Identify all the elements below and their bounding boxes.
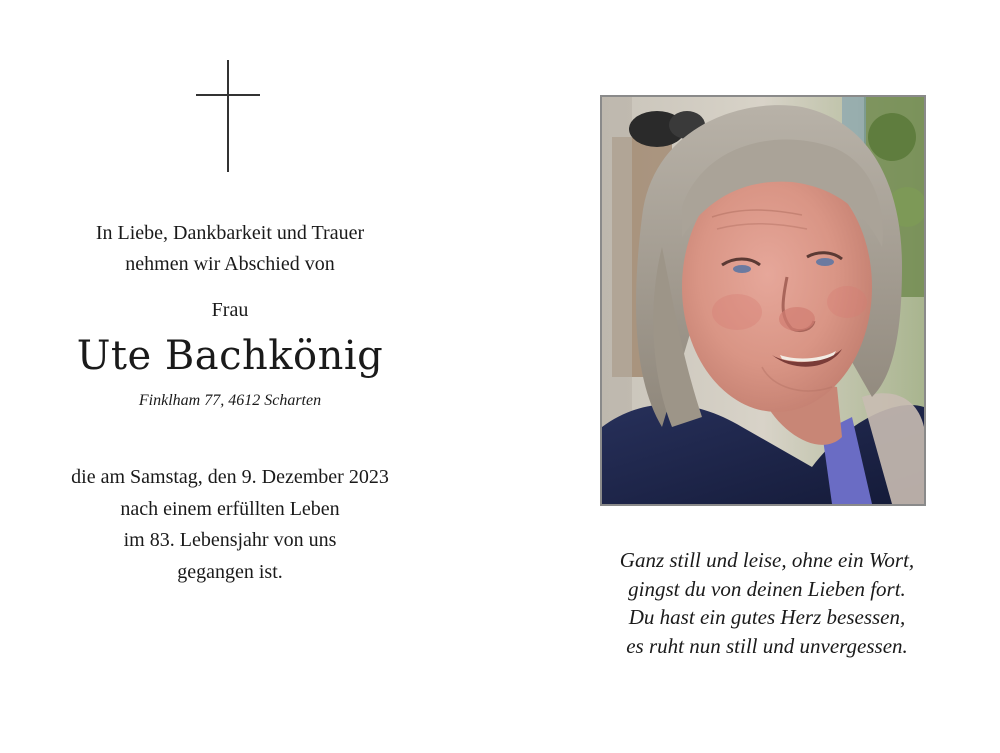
death-notice <box>30 462 430 588</box>
intro-line: nehmen wir Abschied von <box>125 253 335 275</box>
poem-line: es ruht nun still und unvergessen. <box>626 633 908 658</box>
portrait-photo <box>600 95 926 506</box>
death-notice-line: gegangen ist. <box>177 560 283 583</box>
intro-line: In Liebe, Dankbarkeit und Trauer <box>95 222 365 244</box>
poem-line: Ganz still und leise, ohne ein Wort, <box>619 548 915 572</box>
deceased-name: Ute Bachkönig <box>76 333 384 379</box>
deceased-title: Frau <box>211 299 249 321</box>
death-notice-line: die am Samstag, den 9. Dezember 2023 <box>71 466 389 488</box>
intro-text <box>30 218 430 280</box>
cross-icon <box>196 60 260 172</box>
death-notice-line: nach einem erfüllten Leben <box>120 497 340 520</box>
poem-line: gingst du von deinen Lieben fort. <box>628 576 906 601</box>
deceased-address: Finklham 77, 4612 Scharten <box>138 392 322 409</box>
memorial-poem <box>560 546 974 660</box>
death-notice-line: im 83. Lebensjahr von uns <box>123 529 337 551</box>
poem-line: Du hast ein gutes Herz besessen, <box>628 605 906 629</box>
